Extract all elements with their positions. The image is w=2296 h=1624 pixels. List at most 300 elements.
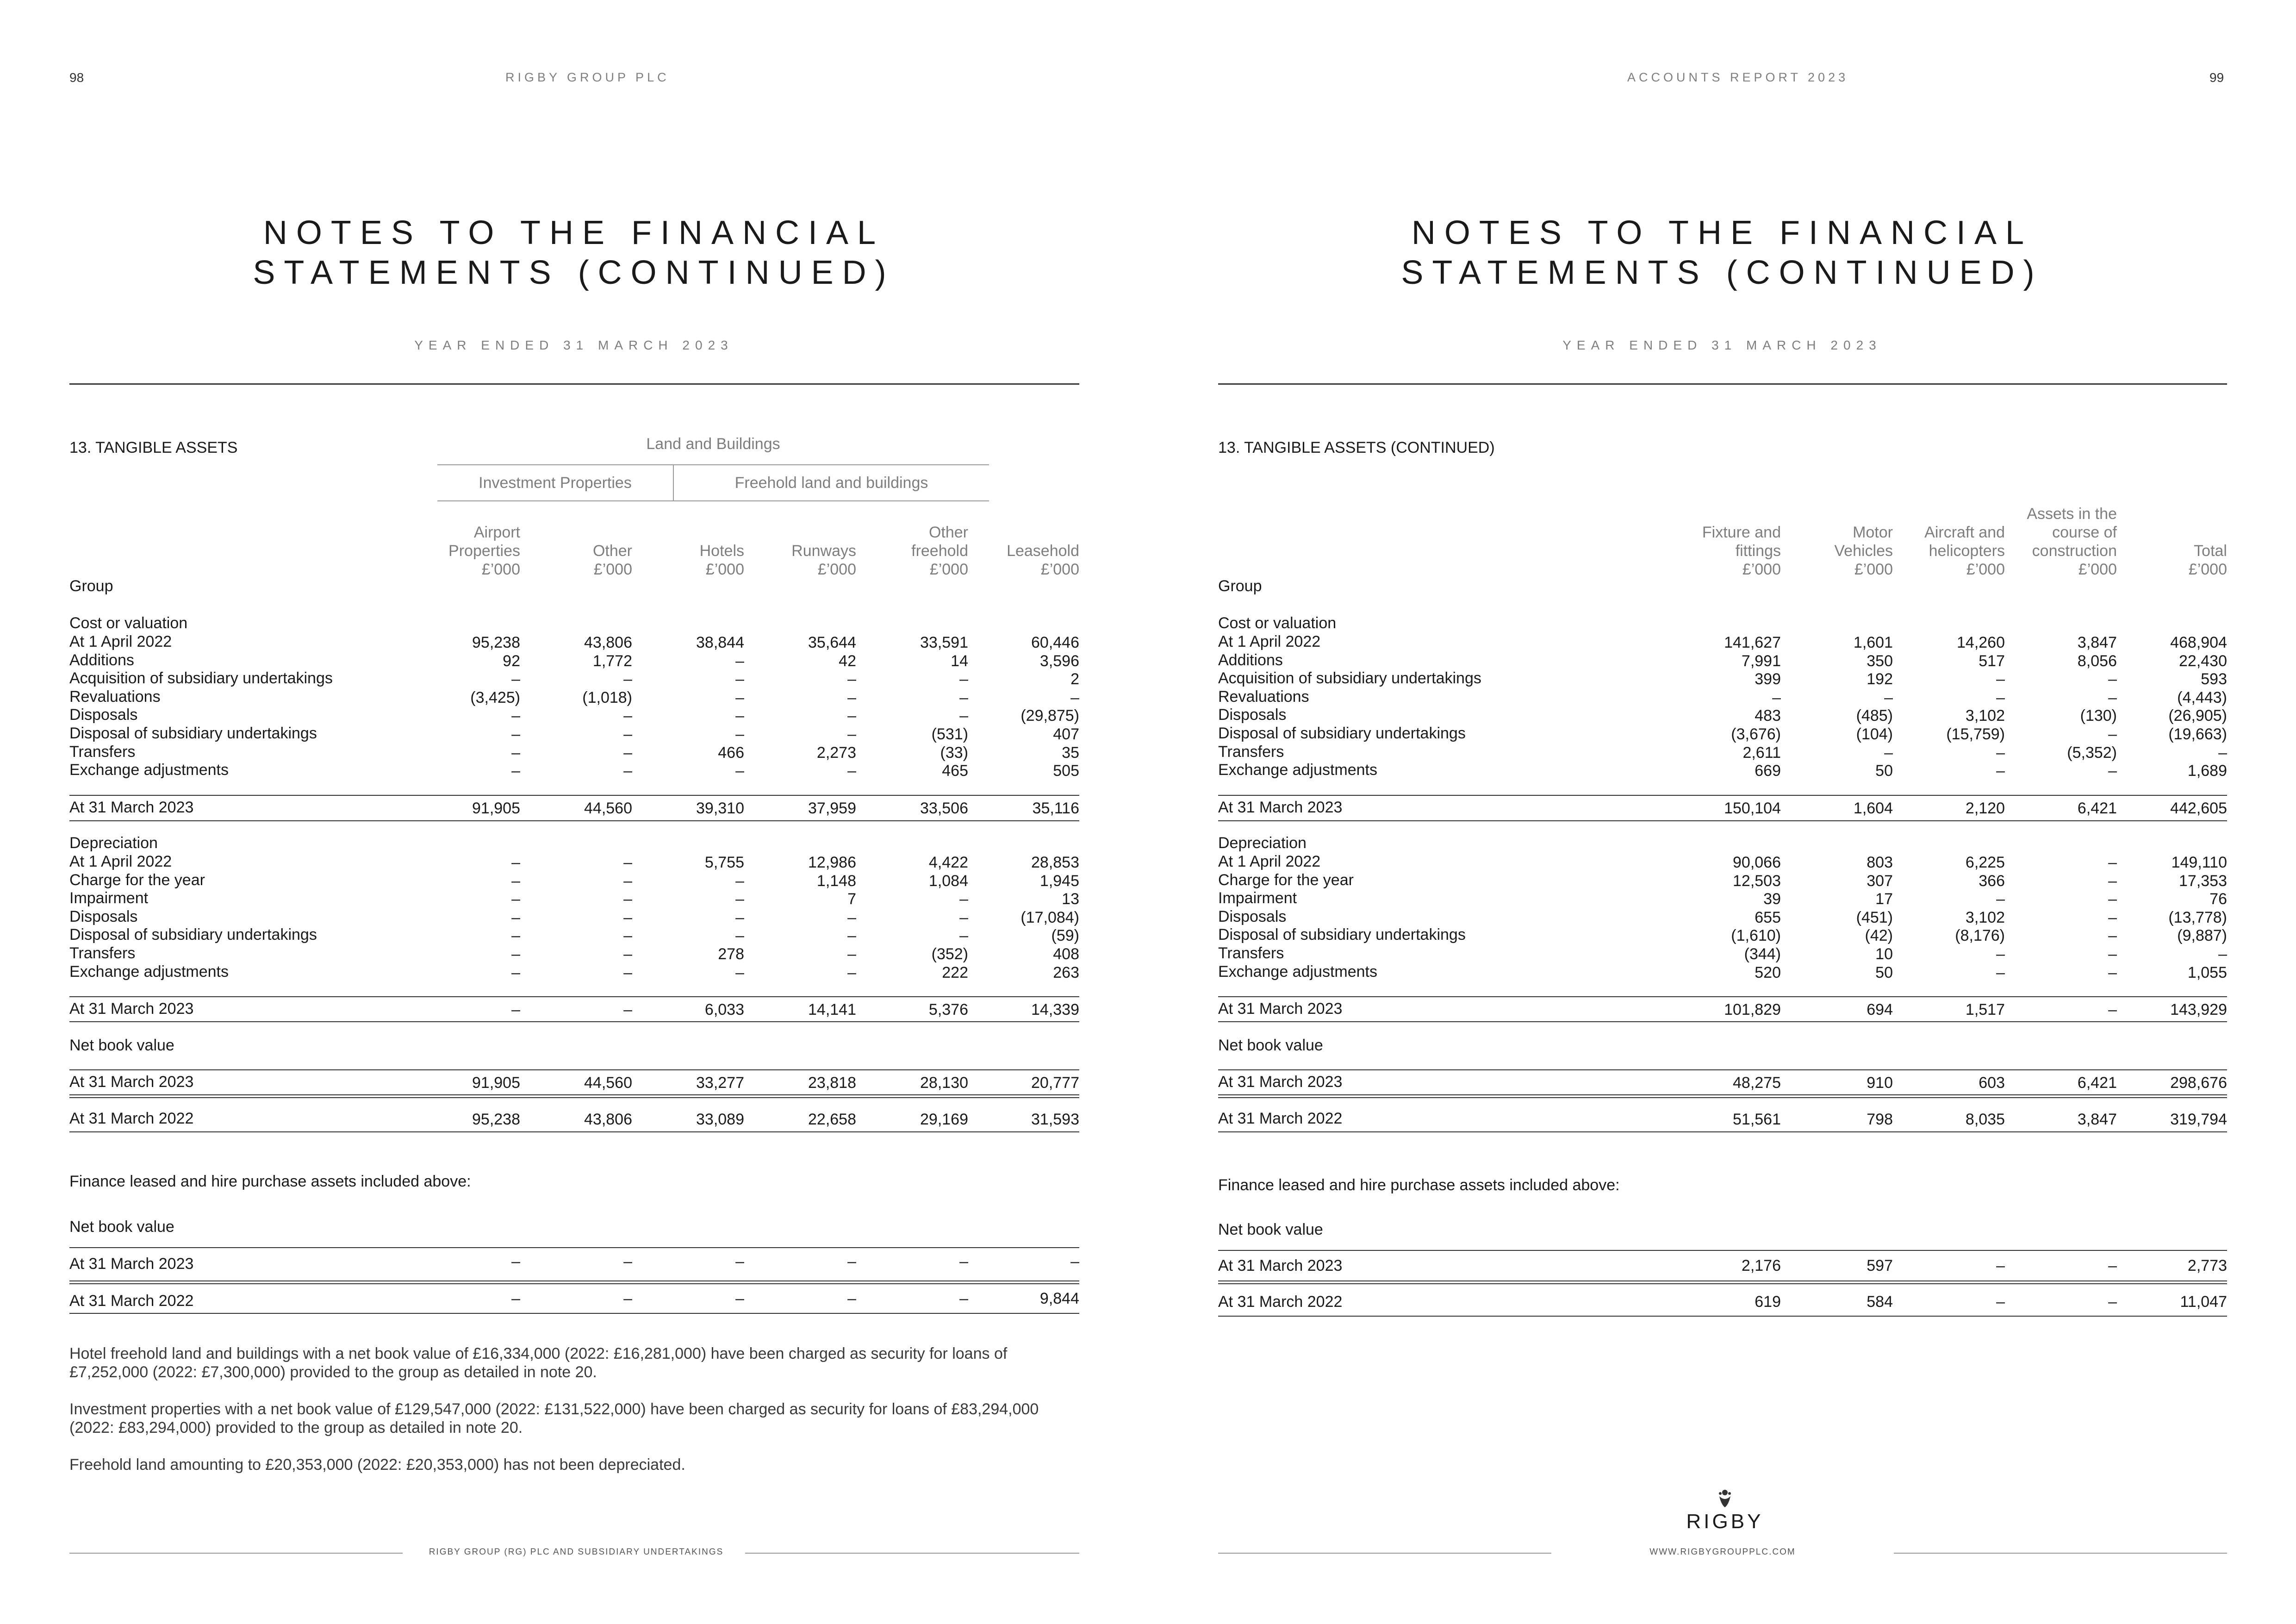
table-cell: –: [1772, 688, 1781, 706]
table-cell: –: [1884, 688, 1893, 706]
subtitle-left: YEAR ENDED 31 MARCH 2023: [414, 338, 734, 352]
table-rule: [69, 1280, 1079, 1281]
depreciation-heading: Depreciation: [1218, 834, 1307, 852]
table-cell: 307: [1867, 872, 1893, 890]
table-cell: 6,421: [2077, 1074, 2117, 1092]
row-label: At 1 April 2022: [69, 633, 172, 650]
table-cell: 3,847: [2077, 1111, 2117, 1128]
title-line-2: STATEMENTS (CONTINUED): [1401, 254, 2043, 291]
table-cell: –: [1884, 743, 1893, 762]
row-label: Exchange adjustments: [69, 962, 229, 981]
table-cell: 1,517: [1965, 1001, 2005, 1018]
table-cell: 90,066: [1733, 854, 1781, 871]
row-label: At 31 March 2023: [69, 1000, 194, 1018]
table-cell: (33): [940, 743, 968, 762]
table-cell: 5,376: [928, 1001, 968, 1018]
table-cell: 3,102: [1965, 707, 2005, 725]
table-cell: –: [1996, 743, 2005, 762]
row-label: Impairment: [69, 889, 149, 907]
table-cell: 3,596: [1039, 652, 1079, 670]
row-label: Acquisition of subsidiary undertakings: [69, 669, 333, 687]
table-cell: (352): [931, 945, 968, 963]
table-rule: [69, 1021, 1079, 1022]
table-cell: 13: [1062, 890, 1079, 908]
table-rule: [1218, 1316, 2227, 1317]
column-header: Airport Properties £’000: [448, 524, 520, 578]
row-label: At 1 April 2022: [1218, 633, 1321, 650]
table-cell: –: [1996, 670, 2005, 688]
table-cell: –: [623, 908, 632, 926]
column-header: Hotels £’000: [699, 542, 744, 578]
row-label: Revaluations: [1218, 687, 1309, 706]
table-cell: –: [2108, 927, 2117, 945]
group-underline-land-buildings: [437, 464, 989, 465]
title-line-1: NOTES TO THE FINANCIAL: [263, 214, 885, 251]
table-cell: 6,421: [2077, 800, 2117, 817]
table-cell: –: [847, 670, 856, 688]
table-cell: –: [623, 1290, 632, 1307]
table-cell: –: [623, 725, 632, 743]
table-cell: –: [623, 872, 632, 890]
table-cell: –: [847, 963, 856, 981]
table-rule: [1218, 1283, 2227, 1284]
table-cell: (1,610): [1731, 927, 1781, 945]
table-cell: (29,875): [1020, 707, 1079, 725]
table-cell: –: [2108, 762, 2117, 780]
table-cell: 6,033: [704, 1001, 744, 1018]
table-cell: (59): [1051, 927, 1079, 945]
table-cell: 76: [2209, 890, 2227, 908]
table-cell: –: [735, 963, 744, 981]
table-cell: –: [735, 890, 744, 908]
table-cell: –: [511, 743, 520, 762]
table-cell: 7: [847, 890, 856, 908]
table-cell: 50: [1875, 762, 1893, 780]
table-cell: –: [1996, 1257, 2005, 1274]
table-cell: (3,676): [1731, 725, 1781, 743]
table-rule: [1218, 1021, 2227, 1022]
table-cell: 1,945: [1039, 872, 1079, 890]
table-cell: –: [847, 1253, 856, 1270]
table-cell: (19,663): [2168, 725, 2227, 743]
row-label: At 31 March 2022: [1218, 1293, 1343, 1311]
table-cell: –: [511, 927, 520, 945]
row-label: Exchange adjustments: [1218, 761, 1377, 779]
table-cell: 14,141: [808, 1001, 856, 1018]
table-cell: –: [511, 670, 520, 688]
table-cell: (42): [1865, 927, 1893, 945]
depreciation-heading: Depreciation: [69, 834, 158, 852]
table-cell: (451): [1856, 908, 1893, 926]
table-cell: 298,676: [2170, 1074, 2227, 1092]
group-label-land-buildings: Land and Buildings: [646, 435, 780, 453]
table-cell: –: [2218, 945, 2227, 963]
table-cell: 12,503: [1733, 872, 1781, 890]
table-cell: (26,905): [2168, 707, 2227, 725]
finance-nbv-heading: Net book value: [69, 1218, 174, 1236]
table-cell: (15,759): [1946, 725, 2005, 743]
row-label: Revaluations: [69, 687, 161, 706]
table-cell: 17,353: [2179, 872, 2227, 890]
table-cell: 101,829: [1724, 1001, 1781, 1018]
table-cell: –: [959, 1253, 968, 1270]
table-cell: 29,169: [920, 1111, 968, 1128]
table-cell: (485): [1856, 707, 1893, 725]
table-cell: 655: [1755, 908, 1781, 926]
row-label: Transfers: [1218, 944, 1284, 962]
running-header-right: ACCOUNTS REPORT 2023: [1627, 70, 1849, 84]
table-cell: –: [511, 762, 520, 780]
table-cell: 11,047: [2180, 1293, 2227, 1311]
table-cell: 593: [2201, 670, 2227, 688]
table-cell: –: [511, 945, 520, 963]
table-rule: [1218, 820, 2227, 821]
table-cell: –: [623, 963, 632, 981]
table-cell: 149,110: [2171, 854, 2227, 871]
table-cell: 3,102: [1965, 908, 2005, 926]
table-cell: 798: [1867, 1111, 1893, 1128]
table-cell: 2,120: [1965, 800, 2005, 817]
table-cell: –: [959, 688, 968, 706]
table-cell: 2,176: [1741, 1257, 1781, 1274]
table-cell: –: [959, 890, 968, 908]
table-cell: –: [2108, 872, 2117, 890]
table-cell: –: [847, 908, 856, 926]
table-cell: 619: [1755, 1293, 1781, 1311]
table-rule: [69, 1131, 1079, 1132]
table-cell: 141,627: [1724, 634, 1781, 651]
table-cell: 466: [718, 743, 744, 762]
table-cell: (130): [2080, 707, 2117, 725]
table-cell: –: [511, 872, 520, 890]
table-cell: 35: [1062, 743, 1079, 762]
table-cell: –: [623, 707, 632, 725]
table-rule: [1218, 1097, 2227, 1098]
table-cell: 95,238: [472, 634, 520, 651]
row-label: At 31 March 2023: [69, 1073, 194, 1091]
table-cell: –: [847, 927, 856, 945]
finance-nbv-heading: Net book value: [1218, 1221, 1323, 1238]
row-label: Impairment: [1218, 889, 1297, 907]
table-cell: –: [511, 1253, 520, 1270]
table-rule: [69, 795, 1079, 796]
table-cell: (4,443): [2177, 688, 2227, 706]
table-cell: 2,773: [2187, 1257, 2227, 1274]
group-label: Group: [1218, 577, 1262, 595]
table-cell: (8,176): [1955, 927, 2005, 945]
table-cell: 44,560: [584, 800, 632, 817]
row-label: At 1 April 2022: [69, 853, 172, 870]
table-cell: 33,591: [920, 634, 968, 651]
title-line-1: NOTES TO THE FINANCIAL: [1411, 214, 2033, 251]
note-paragraph-2: Investment properties with a net book value of £129,547,000 (2022: £131,522,000) have been charged as security for loans of £83,294,000 (2022: £83,294,000) provided to the group as detailed in note 20.: [69, 1400, 1039, 1437]
table-rule: [69, 820, 1079, 821]
table-cell: 483: [1755, 707, 1781, 725]
section-title-right: 13. TANGIBLE ASSETS (CONTINUED): [1218, 439, 1495, 456]
table-cell: –: [2108, 890, 2117, 908]
table-rule: [69, 1097, 1079, 1098]
table-cell: 505: [1053, 762, 1079, 780]
table-cell: –: [735, 872, 744, 890]
table-cell: –: [847, 762, 856, 780]
table-cell: (3,425): [470, 688, 520, 706]
table-cell: 263: [1053, 963, 1079, 981]
table-cell: 910: [1867, 1074, 1893, 1092]
table-cell: 7,991: [1741, 652, 1781, 670]
table-cell: 33,277: [696, 1074, 744, 1092]
footer-rule-left-a: [69, 1553, 403, 1554]
row-label: Exchange adjustments: [1218, 962, 1377, 981]
group-label-freehold: Freehold land and buildings: [734, 474, 928, 492]
table-rule: [69, 1283, 1079, 1284]
table-cell: 5,755: [704, 854, 744, 871]
table-cell: –: [959, 1290, 968, 1307]
table-cell: 597: [1867, 1257, 1893, 1274]
table-cell: –: [847, 707, 856, 725]
page-number-right: 99: [2209, 70, 2224, 85]
nbv-heading: Net book value: [1218, 1037, 1323, 1054]
table-cell: 17: [1875, 890, 1893, 908]
note-paragraph-3: Freehold land amounting to £20,353,000 (2022: £20,353,000) has not been depreciated.: [69, 1456, 685, 1474]
table-rule: [1218, 1094, 2227, 1095]
table-cell: 8,056: [2077, 652, 2117, 670]
table-cell: 51,561: [1733, 1111, 1781, 1128]
table-cell: (17,084): [1020, 908, 1079, 926]
table-cell: –: [1070, 688, 1079, 706]
table-rule: [69, 1069, 1079, 1070]
table-cell: 1,772: [592, 652, 632, 670]
row-label: Disposals: [69, 907, 138, 925]
table-cell: 50: [1875, 963, 1893, 981]
row-label: Disposal of subsidiary undertakings: [1218, 725, 1466, 742]
table-cell: –: [735, 725, 744, 743]
table-cell: (531): [931, 725, 968, 743]
table-cell: 92: [503, 652, 520, 670]
table-cell: 520: [1755, 963, 1781, 981]
table-cell: 465: [942, 762, 968, 780]
table-cell: –: [1996, 688, 2005, 706]
table-cell: 584: [1867, 1293, 1893, 1311]
table-cell: –: [623, 670, 632, 688]
table-cell: –: [735, 652, 744, 670]
table-cell: 44,560: [584, 1074, 632, 1092]
table-cell: 28,853: [1031, 854, 1079, 871]
table-rule: [69, 1247, 1079, 1248]
table-cell: –: [959, 670, 968, 688]
table-cell: 60,446: [1031, 634, 1079, 651]
table-cell: 39: [1763, 890, 1781, 908]
table-cell: –: [1996, 945, 2005, 963]
table-cell: 2,611: [1742, 743, 1781, 762]
page-title-right: [1217, 213, 2227, 293]
footer-right: WWW.RIGBYGROUPPLC.COM: [1649, 1547, 1796, 1557]
table-cell: 8,035: [1965, 1111, 2005, 1128]
table-cell: –: [511, 707, 520, 725]
table-cell: –: [735, 707, 744, 725]
row-label: At 31 March 2022: [69, 1110, 194, 1127]
row-label: Transfers: [69, 743, 136, 761]
table-rule: [1218, 1250, 2227, 1251]
table-cell: 319,794: [2170, 1111, 2227, 1128]
group-underline-subgroups: [437, 500, 989, 501]
table-cell: (344): [1744, 945, 1781, 963]
table-rule: [1218, 795, 2227, 796]
table-cell: 38,844: [696, 634, 744, 651]
table-cell: –: [2108, 1293, 2117, 1311]
table-cell: –: [2108, 688, 2117, 706]
section-title-left: 13. TANGIBLE ASSETS: [69, 439, 238, 456]
table-cell: 37,959: [808, 800, 856, 817]
cost-heading: Cost or valuation: [1218, 614, 1337, 632]
footer-rule-right-b: [1894, 1553, 2227, 1554]
column-header: Aircraft and helicopters £’000: [1924, 524, 2005, 578]
table-cell: 43,806: [584, 634, 632, 651]
table-cell: 12,986: [808, 854, 856, 871]
table-cell: 14,339: [1031, 1001, 1079, 1018]
title-line-2: STATEMENTS (CONTINUED): [253, 254, 895, 291]
table-cell: (13,778): [2168, 908, 2227, 926]
table-cell: (5,352): [2067, 743, 2117, 762]
group-label-investment: Investment Properties: [479, 474, 632, 492]
table-cell: –: [847, 945, 856, 963]
note-paragraph-1: Hotel freehold land and buildings with a net book value of £16,334,000 (2022: £16,281,000) have been charged as security for loans of £7,252,000 (2022: £7,300,000) provided to the group as detailed in note 20.: [69, 1345, 1008, 1381]
table-cell: 2: [1070, 670, 1079, 688]
table-cell: 1,148: [816, 872, 856, 890]
column-header: Total £’000: [2188, 542, 2227, 578]
row-label: At 31 March 2023: [1218, 1257, 1343, 1274]
row-label: Disposal of subsidiary undertakings: [69, 725, 317, 742]
table-cell: 366: [1979, 872, 2005, 890]
table-cell: 35,116: [1032, 800, 1079, 817]
table-cell: 35,644: [808, 634, 856, 651]
row-label: Disposals: [1218, 706, 1287, 724]
table-cell: 14: [951, 652, 968, 670]
running-header-left: RIGBY GROUP PLC: [505, 70, 670, 84]
table-cell: 3,847: [2077, 634, 2117, 651]
row-label: Disposal of subsidiary undertakings: [1218, 926, 1466, 944]
table-cell: 43,806: [584, 1111, 632, 1128]
table-cell: 694: [1867, 1001, 1893, 1018]
table-cell: 48,275: [1733, 1074, 1781, 1092]
table-cell: 6,225: [1965, 854, 2005, 871]
table-cell: 10: [1875, 945, 1893, 963]
divider-right: [1218, 383, 2227, 385]
table-cell: 399: [1755, 670, 1781, 688]
table-cell: 9,844: [1039, 1290, 1079, 1307]
table-cell: (1,018): [582, 688, 632, 706]
table-rule: [69, 996, 1079, 997]
table-cell: –: [735, 927, 744, 945]
table-cell: 1,055: [2187, 963, 2227, 981]
table-cell: –: [2108, 963, 2117, 981]
table-cell: –: [2108, 1001, 2117, 1018]
footer-rule-left-b: [745, 1553, 1079, 1554]
table-cell: –: [735, 688, 744, 706]
table-cell: –: [847, 688, 856, 706]
table-cell: –: [1996, 890, 2005, 908]
table-cell: 408: [1053, 945, 1079, 963]
table-cell: –: [1996, 1293, 2005, 1311]
row-label: Exchange adjustments: [69, 761, 229, 779]
table-cell: –: [623, 945, 632, 963]
subtitle-right: YEAR ENDED 31 MARCH 2023: [1562, 338, 1882, 352]
table-rule: [1218, 1280, 2227, 1281]
table-cell: 2,273: [816, 743, 856, 762]
table-cell: 669: [1755, 762, 1781, 780]
row-label: At 31 March 2023: [69, 1255, 194, 1273]
table-cell: –: [623, 1253, 632, 1270]
table-cell: 23,818: [808, 1074, 856, 1092]
table-cell: –: [623, 927, 632, 945]
page-title-left: [69, 213, 1078, 293]
table-cell: –: [959, 908, 968, 926]
table-cell: –: [2108, 854, 2117, 871]
table-cell: 1,084: [928, 872, 968, 890]
table-cell: –: [623, 1001, 632, 1018]
table-cell: –: [1996, 762, 2005, 780]
column-header: Other £’000: [592, 542, 632, 578]
column-header: Fixture and fittings £’000: [1702, 524, 1781, 578]
table-cell: 22,430: [2179, 652, 2227, 670]
table-cell: (104): [1856, 725, 1893, 743]
table-cell: 278: [718, 945, 744, 963]
footer-rule-right-a: [1218, 1553, 1551, 1554]
table-cell: 28,130: [920, 1074, 968, 1092]
table-cell: 33,506: [920, 800, 968, 817]
row-label: Charge for the year: [69, 871, 205, 889]
table-cell: 143,929: [2170, 1001, 2227, 1018]
finance-intro-right: Finance leased and hire purchase assets included above:: [1218, 1176, 1620, 1194]
row-label: Charge for the year: [1218, 871, 1354, 889]
table-cell: (9,887): [2177, 927, 2227, 945]
row-label: Additions: [1218, 651, 1283, 669]
divider-left: [69, 383, 1079, 385]
table-cell: 91,905: [472, 1074, 520, 1092]
table-cell: –: [623, 854, 632, 871]
table-cell: –: [1996, 963, 2005, 981]
table-cell: 33,089: [696, 1111, 744, 1128]
table-rule: [1218, 1069, 2227, 1070]
table-cell: –: [623, 762, 632, 780]
table-cell: –: [623, 743, 632, 762]
table-cell: 95,238: [472, 1111, 520, 1128]
table-cell: –: [847, 1290, 856, 1307]
table-cell: –: [735, 1253, 744, 1270]
row-label: Disposals: [69, 706, 138, 724]
table-cell: –: [959, 707, 968, 725]
table-rule: [69, 1313, 1079, 1314]
group-label: Group: [69, 577, 113, 595]
table-cell: –: [511, 854, 520, 871]
row-label: At 31 March 2023: [69, 799, 194, 816]
table-cell: –: [2108, 945, 2117, 963]
table-cell: –: [959, 927, 968, 945]
table-cell: –: [2108, 670, 2117, 688]
row-label: Disposal of subsidiary undertakings: [69, 926, 317, 944]
table-rule: [1218, 996, 2227, 997]
column-header: Runways £’000: [791, 542, 856, 578]
table-cell: –: [1070, 1253, 1079, 1270]
table-cell: 1,689: [2187, 762, 2227, 780]
table-cell: –: [511, 725, 520, 743]
table-cell: –: [511, 1001, 520, 1018]
table-cell: 91,905: [472, 800, 520, 817]
finance-intro-left: Finance leased and hire purchase assets included above:: [69, 1173, 471, 1190]
table-cell: 42: [839, 652, 856, 670]
table-cell: –: [511, 1290, 520, 1307]
table-cell: –: [511, 963, 520, 981]
column-header: Motor Vehicles £’000: [1834, 524, 1893, 578]
